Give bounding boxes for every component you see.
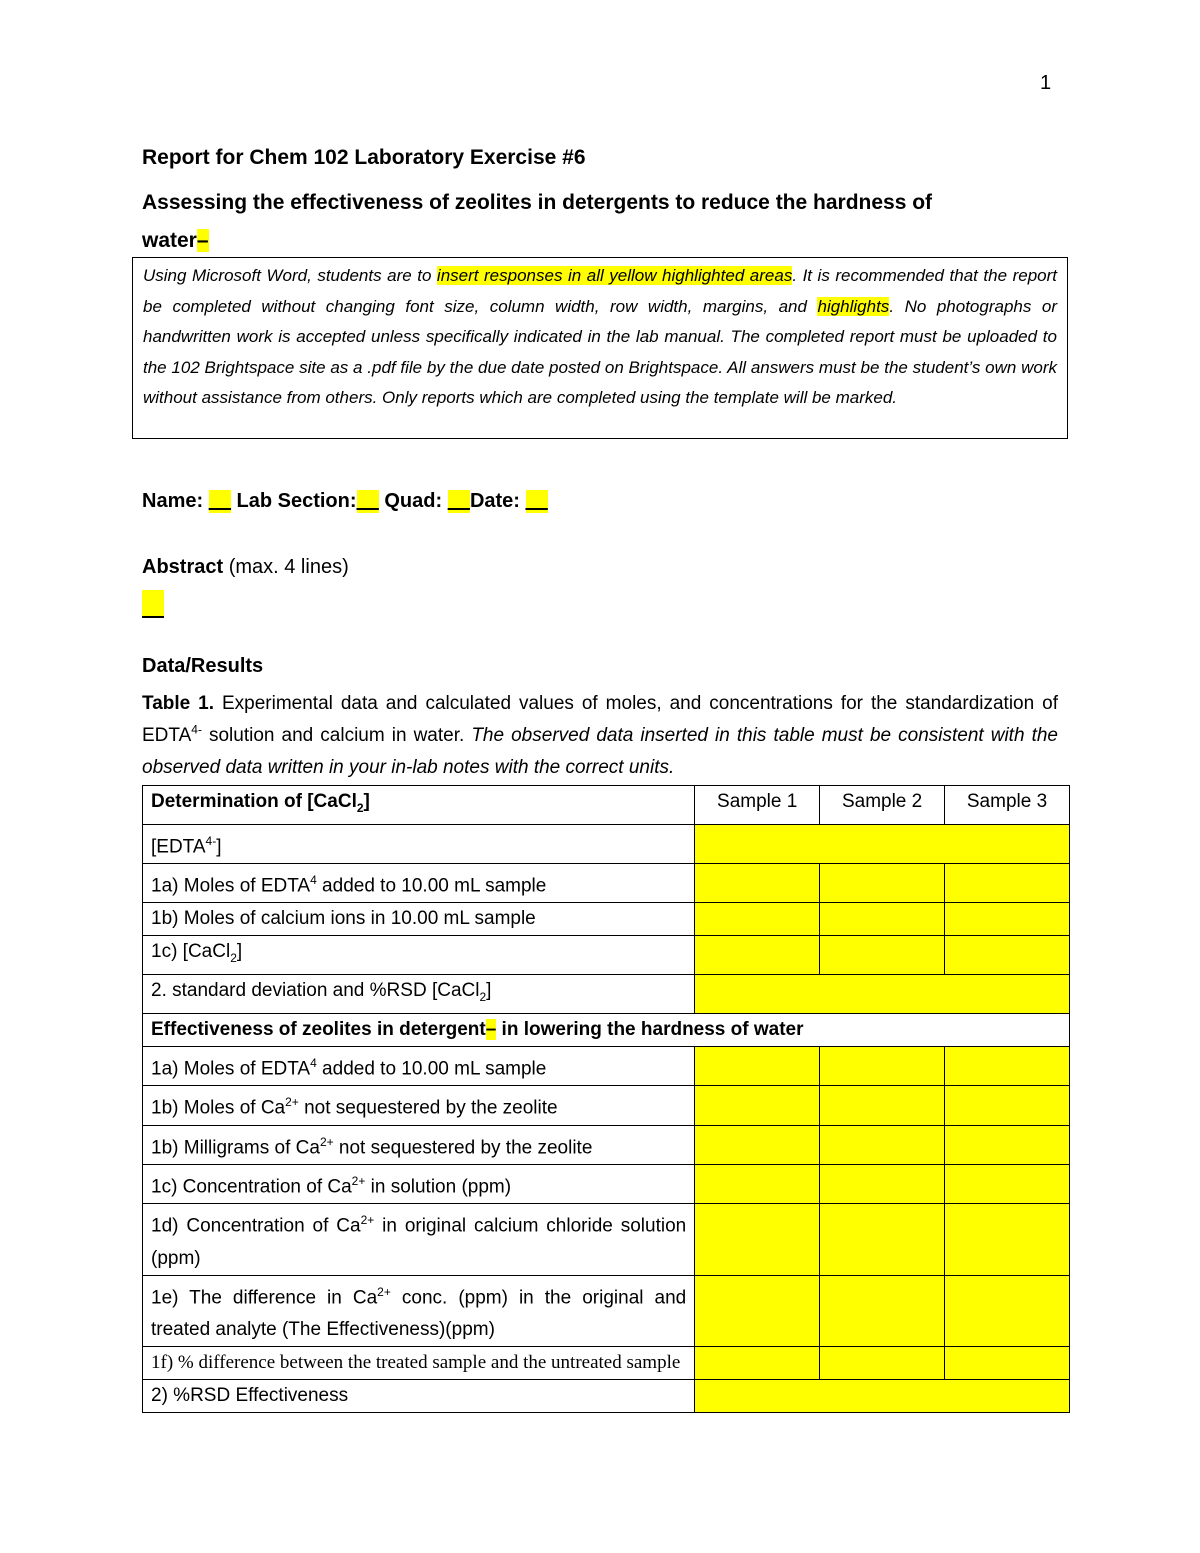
report-subtitle [142, 184, 1058, 260]
row-label-e1b: 1b) Moles of $Ca^{2+}$ not sequestered by the zeolite [143, 1086, 695, 1125]
cell-input[interactable] [695, 864, 820, 903]
cell-input[interactable] [695, 1125, 820, 1164]
subtitle-mark: – [196, 229, 209, 252]
cell-input[interactable] [695, 1047, 820, 1086]
instructions-part3: . No photographs or handwritten work is accepted unless specifically indicated in the lab manual. The completed report must be uploaded to the 102 Brightspace site as a .pdf file by the due date posted on Brightspace. All answers must be the student’s own work without assistance from others. Only reports which are completed using the template will be marked. [143, 296, 1058, 407]
table-section-row [143, 1014, 1070, 1047]
cell-input[interactable] [945, 936, 1070, 975]
header-sample-1: Sample 1 [695, 786, 820, 825]
abstract-note: (max. 4 lines) [223, 556, 349, 578]
report-title: Report for Chem 102 Laboratory Exercise #6 [142, 146, 586, 169]
table-row [143, 1380, 1070, 1413]
table-row [143, 1125, 1070, 1164]
row-label-1a: 1a) Moles of EDTA$^4$ added to 10.00 mL sample [143, 864, 695, 903]
name-label: Name: [142, 490, 204, 512]
subtitle-end: water– [142, 229, 209, 252]
cell-input[interactable] [945, 1204, 1070, 1275]
cell-input[interactable] [695, 1086, 820, 1125]
data-results-heading: Data/Results [142, 655, 264, 677]
row-label-2: 2. standard deviation and %RSD [CaCl$_2$] [143, 975, 695, 1014]
instructions-highlight1: insert responses in all yellow highlighted areas [436, 266, 793, 285]
table-row [143, 1275, 1070, 1346]
cell-input[interactable] [820, 903, 945, 936]
rsd-effectiveness-field[interactable] [695, 1380, 1070, 1413]
cell-input[interactable] [945, 1347, 1070, 1380]
cell-input[interactable] [945, 1125, 1070, 1164]
table-row [143, 824, 1070, 863]
cell-input[interactable] [695, 1165, 820, 1204]
cell-input[interactable] [695, 936, 820, 975]
row-label-e1e: 1e) The difference in $Ca^{2+}$ conc. (ppm) in the original and treated analyte (The Effectiveness)(ppm) [143, 1275, 695, 1346]
header-determination: Determination of [CaCl$_2$] [143, 786, 695, 825]
lab-section-label: Lab Section: [236, 490, 357, 512]
table-row [143, 1086, 1070, 1125]
cell-input[interactable] [820, 1275, 945, 1346]
cell-input[interactable] [945, 1086, 1070, 1125]
table-row [143, 903, 1070, 936]
table-caption-sup: 4- [191, 722, 202, 737]
table-row [143, 1047, 1070, 1086]
abstract-field[interactable] [142, 590, 164, 618]
cell-input[interactable] [695, 1204, 820, 1275]
cell-input[interactable] [695, 1347, 820, 1380]
table-caption-italic: The observed data inserted in this table must be consistent with the observed data written in your in-lab notes with the correct units. [142, 725, 1058, 778]
name-field[interactable]: __ [208, 490, 231, 512]
row-label-edta: $[EDTA^{4-}]$ [143, 824, 695, 863]
cell-input[interactable] [695, 1275, 820, 1346]
table-header-row [143, 786, 1070, 825]
table-row [143, 975, 1070, 1014]
table-row [143, 864, 1070, 903]
cell-input[interactable] [820, 864, 945, 903]
table-row [143, 1165, 1070, 1204]
cell-input[interactable] [820, 1204, 945, 1275]
cell-input[interactable] [695, 903, 820, 936]
cell-input[interactable] [820, 1125, 945, 1164]
data-table [142, 785, 1070, 1413]
abstract-heading [142, 556, 349, 579]
row-label-e1a: 1a) Moles of EDTA$^4$ added to 10.00 mL sample [143, 1047, 695, 1086]
cell-input[interactable] [945, 1165, 1070, 1204]
cell-input[interactable] [945, 1047, 1070, 1086]
instructions-highlight2: highlights [817, 296, 890, 316]
date-field[interactable]: __ [525, 490, 548, 512]
abstract-label: Abstract [142, 556, 224, 578]
header-sample-2: Sample 2 [820, 786, 945, 825]
table-row [143, 936, 1070, 975]
cell-input[interactable] [820, 1047, 945, 1086]
cell-input[interactable] [945, 1275, 1070, 1346]
table-row [143, 1347, 1070, 1380]
instructions-box [132, 257, 1068, 439]
table-caption-text2: solution and calcium in water. [201, 725, 472, 746]
cell-input[interactable] [945, 903, 1070, 936]
row-label-1c: 1c) [CaCl$_2$] [143, 936, 695, 975]
subtitle-text: Assessing the effectiveness of zeolites in detergents to reduce the hardness of [142, 191, 933, 214]
lab-section-field[interactable]: __ [356, 490, 379, 512]
edta-conc-field[interactable] [695, 824, 1070, 863]
quad-label: Quad: [384, 490, 443, 512]
page-number: 1 [1040, 72, 1052, 94]
instructions-part2: . It is recommended that the report be completed without changing font size, column width, row width, margins, and [143, 266, 1057, 316]
table-caption [142, 688, 1058, 784]
row-label-1b: 1b) Moles of calcium ions in 10.00 mL sample [143, 903, 695, 936]
row-label-e1b2: 1b) Milligrams of $Ca^{2+}$ not sequestered by the zeolite [143, 1125, 695, 1164]
student-info-line [142, 490, 548, 513]
header-sample-3: Sample 3 [945, 786, 1070, 825]
cell-input[interactable] [820, 1165, 945, 1204]
section-effectiveness: Effectiveness of zeolites in detergent– in lowering the hardness of water [143, 1014, 1070, 1047]
row-label-e1f: 1f) % difference between the treated sample and the untreated sample [143, 1347, 695, 1380]
instructions-part1: Using Microsoft Word, students are to [143, 266, 437, 285]
table-caption-text: Experimental data and calculated values of moles, and concentrations for the standardization of EDTA [142, 693, 1058, 746]
cell-input[interactable] [820, 936, 945, 975]
table-row [143, 1204, 1070, 1275]
quad-field[interactable]: __ [447, 490, 470, 512]
row-label-e2: 2) %RSD Effectiveness [143, 1380, 695, 1413]
date-label: Date: [469, 490, 520, 512]
std-dev-field[interactable] [695, 975, 1070, 1014]
row-label-e1d: 1d) Concentration of $Ca^{2+}$ in original calcium chloride solution (ppm) [143, 1204, 695, 1275]
cell-input[interactable] [945, 864, 1070, 903]
table-caption-label: Table 1. [142, 693, 215, 714]
row-label-e1c: 1c) Concentration of $Ca^{2+}$ in solution (ppm) [143, 1165, 695, 1204]
cell-input[interactable] [820, 1347, 945, 1380]
cell-input[interactable] [820, 1086, 945, 1125]
